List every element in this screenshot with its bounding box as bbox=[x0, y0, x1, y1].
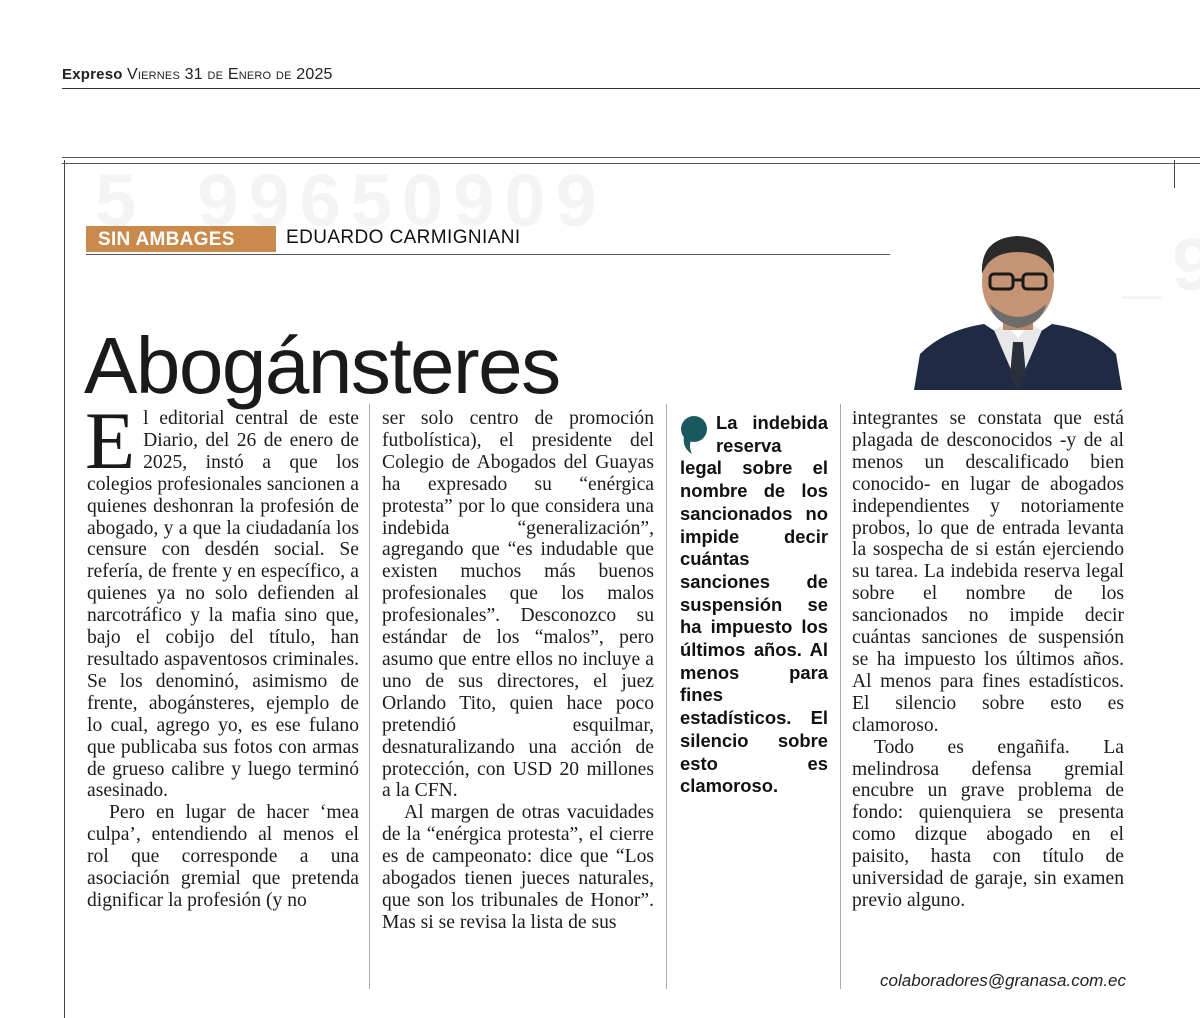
masthead-paper-name: Expreso bbox=[62, 66, 123, 83]
dropcap: E bbox=[85, 395, 136, 486]
column-separator-3 bbox=[840, 404, 841, 989]
frame-left-border bbox=[64, 160, 65, 1018]
quote-mark-icon bbox=[678, 414, 712, 456]
column-separator-2 bbox=[666, 404, 667, 989]
paragraph: Pero en lugar de hacer ‘mea culpa’, entendiendo al menos el rol que corresponde a una asociación gremial que pretenda dignificar la profesión (y no bbox=[87, 802, 359, 911]
paragraph-text: l editorial central de este Diario, del 26 de enero de 2025, instó a que los colegios profesionales sancionen a quienes deshonran la profesión de abogado, y a que la ciudadanía los censure con desdén social. Se refería, de frente y en específico, a quienes ya no solo defienden al narcotráfico y la mafia sino que, bajo el cobijo del título, han resultado aspaventosos criminales. Se los denominó, asimismo de frente, abogánsteres, ejemplo de lo cual, agrego yo, es ese fulano que publicaba sus fotos con armas de grueso calibre y luego terminó asesinado. bbox=[87, 408, 359, 802]
paragraph: integrantes se constata que está plagada de desconocidos -y de al menos un descalificado bien conocido- en lugar de abogados independientes y notoriamente probos, lo que de entrada levanta la sospecha de si están ejerciendo su tarea. La indebida reserva legal sobre el nombre de los sancionados no impide decir cuántas sanciones de suspensión se ha impuesto los últimos años. Al menos para fines estadísticos. El silencio sobre esto es clamoroso. bbox=[852, 408, 1124, 736]
paragraph: Al margen de otras vacuidades de la “enérgica protesta”, el cierre es de campeonato: dice que “Los abogados tienen jueces naturales, que son los tribunales de Honor”. Mas si se revisa la lista de sus bbox=[382, 802, 654, 933]
masthead-date: Viernes 31 de Enero de 2025 bbox=[126, 66, 333, 83]
column-separator-1 bbox=[369, 404, 370, 989]
paragraph bbox=[85, 395, 359, 802]
section-tag: SIN AMBAGES bbox=[86, 226, 276, 252]
article-column-2 bbox=[382, 408, 654, 934]
headline: Abogánsteres bbox=[84, 320, 560, 410]
author-portrait bbox=[914, 226, 1122, 390]
paragraph: ser solo centro de promoción futbolística), el presidente del Colegio de Abogados del Guayas ha expresado su “enérgica protesta” por lo que considera una indebida “generalización”, agregando que “es indudable que existen muchos más buenos profesionales que los malos profesionales”. Desconozco su estándar de los “malos”, pero asumo que entre ellos no incluye a uno de sus directores, el juez Orlando Tito, quien hace poco pretendió esquilmar, desnaturalizando una acción de protección, con USD 20 millones a la CFN. bbox=[382, 408, 654, 802]
paragraph: Todo es engañifa. La melindrosa defensa gremial encubre un grave problema de fondo: quienquiera se presenta como dizque abogado en el paisito, hasta con título de universidad de garaje, sin examen previo alguno. bbox=[852, 736, 1124, 911]
byline-rule bbox=[86, 254, 890, 255]
masthead bbox=[62, 66, 333, 84]
article-column-1 bbox=[85, 395, 359, 912]
pull-quote-text: La indebida reserva legal sobre el nombre de los sancionados no impide decir cuántas sanciones de suspensión se ha impuesto los últimos años. Al menos para fines estadísticos. El silencio sobre esto es clamoroso. bbox=[680, 412, 828, 797]
contributor-email: colaboradores@granasa.com.ec bbox=[880, 971, 1126, 990]
top-rule bbox=[62, 88, 1200, 89]
article-column-4 bbox=[852, 408, 1124, 912]
frame-right-border bbox=[1174, 160, 1175, 188]
byline: EDUARDO CARMIGNIANI bbox=[286, 227, 521, 248]
pull-quote bbox=[680, 412, 828, 798]
